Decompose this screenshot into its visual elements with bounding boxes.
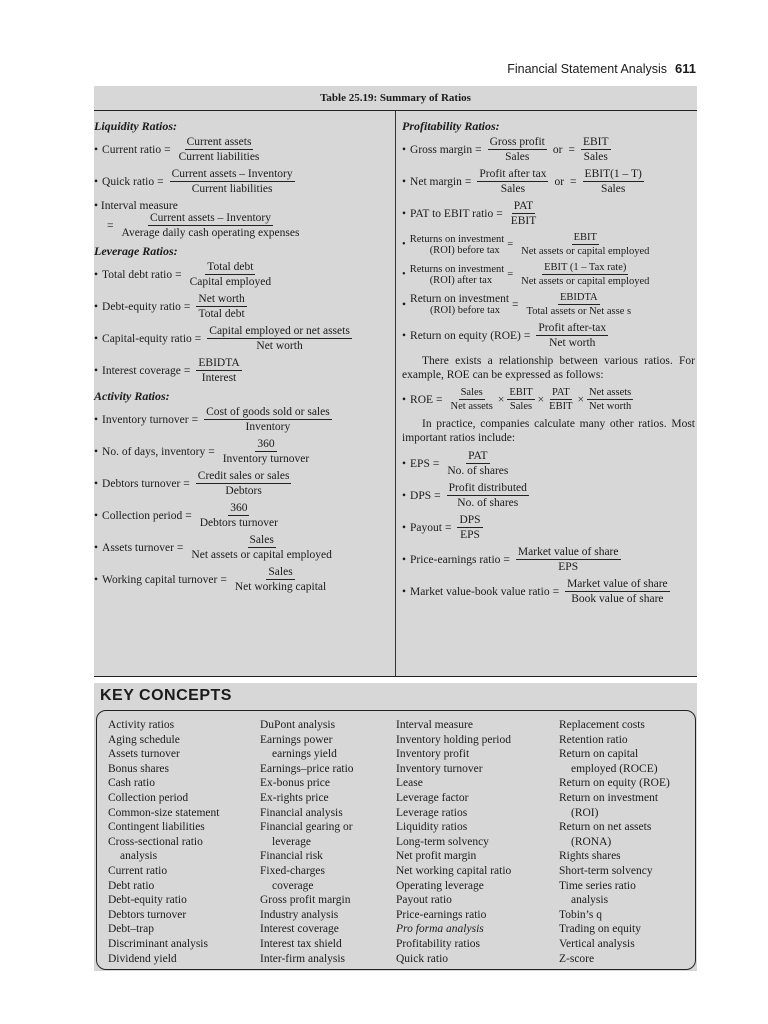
numerator: Current assets – Inventory	[149, 212, 271, 224]
leverage-heading: Leverage Ratios:	[94, 244, 178, 258]
concept-term: Interest tax shield	[260, 937, 342, 950]
concept-term: Liquidity ratios	[396, 821, 468, 834]
running-title: Financial Statement Analysis	[507, 62, 668, 76]
net-margin: • Net margin = $\frac{\text{Profit after tax}}{\text{Sales}}$ or = $\frac{\text{EBIT(1 – T)}}{\text{Sales}}$	[402, 168, 642, 195]
total-debt-ratio: • Total debt ratio = $\frac{\text{Total debt}}{\text{Capital employed}}$	[94, 261, 272, 288]
collection-period: • Collection period = $\frac{360}{\text{Debtors turnover}}$	[94, 502, 278, 529]
numerator: Current assets	[186, 136, 252, 148]
denominator: Net worth	[588, 401, 632, 412]
concept-term: Leverage factor	[396, 791, 469, 804]
denominator: Inventory turnover	[222, 453, 310, 465]
gross-margin: • Gross margin = $\frac{\text{Gross profit}}{\text{Sales}}$ or = $\frac{\text{EBIT}}{\text{Sales}}$	[402, 136, 609, 163]
concept-term: Dividend yield	[108, 952, 177, 965]
concept-term: Return on net assets	[559, 821, 652, 834]
numerator: PAT	[551, 387, 570, 398]
formula-sublabel: (ROI) before tax	[429, 244, 500, 256]
concept-term: DuPont analysis	[260, 719, 336, 731]
concept-term: coverage	[272, 879, 314, 892]
concept-term: Assets turnover	[108, 748, 180, 761]
concept-term: Tobin’s q	[559, 908, 602, 921]
concept-term: Earnings–price ratio	[260, 762, 354, 775]
concept-term: Debt ratio	[108, 879, 155, 892]
concept-term: Replacement costs	[559, 719, 645, 731]
profitability-heading: Profitability Ratios:	[402, 119, 500, 133]
denominator: Interest	[201, 372, 237, 384]
roi-before-tax: • Returns on investment (ROI) before tax = $\frac{\text{EBIT}}{\text{Net assets or capital employed}}$	[402, 232, 650, 257]
concept-term: Trading on equity	[559, 923, 641, 936]
numerator: EBIDTA	[198, 357, 240, 369]
numerator: Capital employed or net assets	[209, 325, 350, 337]
summary-of-ratios-table	[94, 86, 697, 677]
concept-term: Return on capital	[559, 748, 639, 761]
denominator: EPS	[558, 561, 579, 573]
denominator: Debtors	[225, 485, 262, 497]
numerator: DPS	[459, 514, 481, 526]
formula-sublabel: (ROI) after tax	[429, 274, 493, 286]
concept-term: analysis	[571, 894, 609, 907]
roi-after-tax: • Returns on investment (ROI) after tax = $\frac{\text{EBIT (1 – Tax rate)}}{\text{Net assets or capital employed}}$	[402, 262, 650, 287]
activity-heading: Activity Ratios:	[94, 389, 170, 403]
numerator: EBIT	[509, 387, 533, 398]
concept-term: Cash ratio	[108, 777, 155, 790]
right-column	[402, 116, 695, 610]
denominator: Net assets or capital employed	[191, 549, 332, 561]
denominator: Sales	[505, 151, 530, 163]
formula-sublabel: (ROI) before tax	[430, 305, 500, 316]
denominator: Total debt	[198, 308, 245, 320]
concept-term: Pro forma analysis	[396, 923, 484, 936]
denominator: EBIT	[549, 401, 573, 412]
payout: • Payout = $\frac{\text{DPS}}{\text{EPS}}$	[402, 514, 481, 541]
concept-term: Inventory holding period	[396, 733, 511, 746]
interval-measure: • Interval measure = $\frac{\text{Current assets – Inventory}}{\text{Average daily cash operating expenses}}$	[94, 200, 300, 239]
denominator: Current liabilities	[178, 151, 260, 163]
denominator-alt: Sales	[601, 183, 626, 195]
numerator: Cost of goods sold or sales	[206, 406, 330, 418]
denominator: Net working capital	[234, 581, 327, 593]
concept-term: Aging schedule	[108, 733, 180, 746]
formula-label: Debt-equity ratio	[102, 300, 181, 313]
formula-label: Returns on investment	[409, 233, 505, 245]
numerator: EBIT	[573, 232, 597, 243]
denominator: Net assets or capital employed	[521, 246, 650, 257]
numerator: Sales	[249, 534, 274, 546]
running-header	[507, 61, 696, 76]
numerator: Sales	[460, 387, 483, 398]
denominator: Average daily cash operating expenses	[121, 227, 300, 239]
roe-decomposition: • ROE = $\frac{\text{Sales}}{\text{Net assets}}$ × $\frac{\text{EBIT}}{\text{Sales}}$ × $\frac{\text{PAT}}{\text{EBIT}}$ × $\frac{\text{Net assets}}{\text{Net worth}}$	[402, 387, 632, 412]
other-ratios-paragraph: In practice, companies calculate many other ratios. Most important ratios include:	[402, 418, 695, 444]
denominator: Sales	[509, 401, 533, 412]
concept-term: Return on equity (ROE)	[559, 777, 670, 790]
market-value-book-value-ratio: • Market value-book value ratio = $\frac{\text{Market value of share}}{\text{Book value of share}}$	[402, 578, 668, 605]
numerator: Sales	[268, 566, 293, 578]
price-earnings-ratio: • Price-earnings ratio = $\frac{\text{Market value of share}}{\text{EPS}}$	[402, 546, 619, 573]
concept-term: Z-score	[559, 952, 595, 965]
numerator: Credit sales or sales	[197, 470, 290, 482]
key-concepts-column-1	[108, 718, 219, 966]
table-caption: Table 25.19: Summary of Ratios	[94, 86, 697, 111]
formula-label: Net margin	[410, 175, 462, 188]
denominator: Net worth	[549, 337, 596, 349]
concept-term: (RONA)	[571, 835, 612, 848]
numerator: 360	[230, 502, 248, 514]
concept-term: Price-earnings ratio	[396, 908, 487, 921]
concept-term: earnings yield	[272, 748, 337, 761]
numerator-alt: EBIT	[582, 136, 609, 148]
concept-term: Gross profit margin	[260, 894, 351, 907]
concept-term: Return on investment	[559, 791, 659, 804]
formula-label: ROE	[410, 393, 434, 406]
key-concepts-column-4	[559, 718, 670, 966]
concept-term: Vertical analysis	[559, 937, 635, 950]
concept-term: Profitability ratios	[396, 937, 481, 950]
formula-label: Payout	[410, 521, 442, 534]
concept-term: Retention ratio	[559, 733, 628, 746]
roi-ebidta: • Return on investment (ROI) before tax = $\frac{\text{EBIDTA}}{\text{Total assets or Net asse s}}$	[402, 292, 632, 317]
left-column	[94, 116, 392, 598]
concept-term: Debt-equity ratio	[108, 894, 187, 907]
concept-term: Earnings power	[260, 733, 333, 746]
concept-term: Collection period	[108, 791, 189, 804]
numerator: Profit after tax	[479, 168, 547, 180]
concept-term: Interval measure	[396, 719, 473, 731]
denominator: Sales	[500, 183, 526, 195]
page-number: 611	[675, 61, 696, 76]
concept-term: Debtors turnover	[108, 908, 187, 921]
denominator: Capital employed	[189, 276, 272, 288]
interest-coverage: • Interest coverage = $\frac{\text{EBIDTA}}{\text{Interest}}$	[94, 357, 240, 384]
concept-term: Financial gearing or	[260, 821, 353, 834]
numerator: Net assets	[588, 387, 632, 398]
formula-label: PAT to EBIT ratio	[410, 207, 494, 220]
debt-equity-ratio: • Debt-equity ratio = $\frac{\text{Net worth}}{\text{Total debt}}$	[94, 293, 245, 320]
denominator: No. of shares	[457, 497, 519, 509]
eps: • EPS = $\frac{\text{PAT}}{\text{No. of shares}}$	[402, 450, 509, 477]
formula-label: Return on investment	[410, 293, 510, 305]
concept-term: Common-size statement	[108, 806, 220, 819]
concept-term: Discriminant analysis	[108, 937, 208, 950]
concept-term: Activity ratios	[108, 719, 175, 731]
formula-label: Inventory turnover	[102, 413, 189, 426]
concept-term: Ex-rights price	[260, 791, 329, 804]
concept-term: Lease	[396, 777, 423, 790]
concept-term: Time series ratio	[559, 879, 636, 892]
concept-term: leverage	[272, 835, 311, 848]
numerator: 360	[257, 438, 275, 450]
column-divider	[395, 111, 396, 676]
concept-term: Debt–trap	[108, 923, 154, 936]
concept-term: Operating leverage	[396, 879, 484, 892]
formula-label: Collection period	[102, 509, 183, 522]
concept-term: Financial analysis	[260, 806, 343, 819]
capital-equity-ratio: • Capital-equity ratio = $\frac{\text{Capital employed or net assets}}{\text{Net worth}}$	[94, 325, 350, 352]
formula-label: EPS	[410, 457, 430, 470]
key-concepts-column-3	[396, 718, 511, 966]
denominator: Net assets or capital employed	[521, 276, 650, 287]
numerator: EBIDTA	[559, 292, 598, 303]
quick-ratio: • Quick ratio = $\frac{\text{Current assets – Inventory}}{\text{Current liabilities}}$	[94, 168, 293, 195]
denominator: No. of shares	[447, 465, 509, 477]
liquidity-heading: Liquidity Ratios:	[94, 119, 178, 133]
concept-term: Inventory profit	[396, 748, 470, 761]
formula-label: Debtors turnover	[102, 477, 181, 490]
concept-term: Ex-bonus price	[260, 777, 330, 790]
formula-label: Interval measure	[100, 200, 178, 212]
key-concepts-title: KEY CONCEPTS	[100, 687, 232, 704]
numerator: Gross profit	[489, 136, 545, 148]
denominator: Book value of share	[571, 593, 664, 605]
formula-label: Working capital turnover	[102, 573, 218, 586]
working-capital-turnover: • Working capital turnover = $\frac{\text{Sales}}{\text{Net working capital}}$	[94, 566, 327, 593]
denominator: Debtors turnover	[199, 517, 278, 529]
formula-label: Gross margin	[410, 143, 473, 156]
concept-term: Short-term solvency	[559, 864, 653, 877]
concept-term: Leverage ratios	[396, 806, 468, 819]
relationship-paragraph: There exists a relationship between various ratios. For example, ROE can be expressed as follows:	[402, 355, 695, 381]
formula-label: Quick ratio	[102, 175, 155, 188]
concept-term: Financial risk	[260, 850, 323, 863]
assets-turnover: • Assets turnover = $\frac{\text{Sales}}{\text{Net assets or capital employed}}$	[94, 534, 332, 561]
numerator-alt: EBIT(1 – T)	[584, 168, 642, 180]
denominator-alt: Sales	[583, 151, 608, 163]
formula-label: DPS	[410, 489, 432, 502]
denominator: Total assets or Net asse s	[526, 306, 632, 317]
concept-term: employed (ROCE)	[571, 762, 658, 775]
concept-term: Inventory turnover	[396, 762, 483, 775]
formula-label: No. of days, inventory	[102, 445, 206, 458]
or-label: or	[554, 175, 565, 188]
denominator: EPS	[460, 529, 480, 541]
concept-term: Industry analysis	[260, 908, 339, 921]
concept-term: Current ratio	[108, 864, 168, 877]
numerator: Profit distributed	[448, 482, 527, 494]
formula-label: Capital-equity ratio	[102, 332, 192, 345]
concept-term: Contingent liabilities	[108, 821, 205, 834]
numerator: EBIT (1 – Tax rate)	[544, 262, 627, 273]
formula-label: Assets turnover	[102, 541, 174, 554]
formula-label: Market value-book value ratio	[410, 585, 550, 598]
concept-term: Payout ratio	[396, 894, 452, 907]
key-concepts-column-2	[260, 718, 354, 966]
numerator: Net worth	[198, 293, 245, 305]
concept-term: (ROI)	[571, 806, 599, 819]
concept-term: Inter-firm analysis	[260, 952, 346, 965]
formula-label: Interest coverage	[102, 364, 181, 377]
concept-term: Quick ratio	[396, 952, 449, 965]
concept-term: Fixed-charges	[260, 864, 325, 877]
concept-term: Interest coverage	[260, 923, 339, 936]
formula-label: Total debt ratio	[102, 268, 173, 281]
concept-term: analysis	[120, 850, 158, 863]
numerator: PAT	[513, 200, 534, 212]
denominator: Net assets	[450, 401, 493, 412]
numerator: Market value of share	[567, 578, 668, 590]
concept-term: Cross-sectional ratio	[108, 835, 203, 848]
denominator: EBIT	[510, 215, 537, 227]
return-on-equity: • Return on equity (ROE) = $\frac{\text{Profit after-tax}}{\text{Net worth}}$	[402, 322, 607, 349]
inventory-turnover: • Inventory turnover = $\frac{\text{Cost of goods sold or sales}}{\text{Inventory}}$	[94, 406, 330, 433]
pat-to-ebit-ratio: • PAT to EBIT ratio = $\frac{\text{PAT}}{\text{EBIT}}$	[402, 200, 537, 227]
denominator: Inventory	[245, 421, 291, 433]
days-inventory: • No. of days, inventory = $\frac{360}{\text{Inventory turnover}}$	[94, 438, 310, 465]
denominator: Net worth	[256, 340, 303, 352]
numerator: Total debt	[207, 261, 254, 273]
formula-label: Current ratio	[102, 143, 162, 156]
concept-term: Net profit margin	[396, 850, 477, 863]
denominator: Current liabilities	[191, 183, 273, 195]
concept-term: Rights shares	[559, 850, 621, 863]
numerator: Profit after-tax	[538, 322, 607, 334]
or-label: or	[552, 143, 563, 156]
formula-label: Returns on investment	[409, 263, 505, 275]
numerator: Market value of share	[517, 546, 619, 558]
numerator: Current assets – Inventory	[171, 168, 293, 180]
current-ratio: • Current ratio = $\frac{\text{Current assets}}{\text{Current liabilities}}$	[94, 136, 260, 163]
numerator: PAT	[468, 450, 488, 462]
concept-term: Net working capital ratio	[396, 864, 512, 877]
formula-label: Return on equity (ROE)	[410, 329, 521, 342]
concept-term: Bonus shares	[108, 762, 170, 775]
concept-term: Long-term solvency	[396, 835, 489, 848]
dps: • DPS = $\frac{\text{Profit distributed}}{\text{No. of shares}}$	[402, 482, 527, 509]
formula-label: Price-earnings ratio	[410, 553, 501, 566]
debtors-turnover: • Debtors turnover = $\frac{\text{Credit sales or sales}}{\text{Debtors}}$	[94, 470, 290, 497]
